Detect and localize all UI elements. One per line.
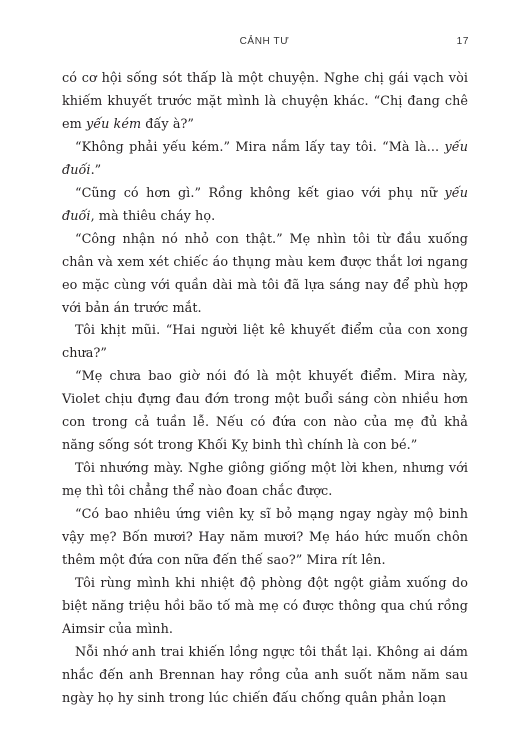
paragraph [62, 68, 468, 137]
paragraph [62, 320, 468, 366]
italic-text: yếu kém [85, 116, 142, 132]
text-segment: Tôi khịt mũi. “Hai người liệt kê khuyết điểm của con xong chưa?” [62, 323, 468, 362]
running-header [60, 36, 469, 50]
paragraph [62, 137, 468, 183]
body-text [62, 68, 468, 711]
paragraph [62, 573, 468, 642]
paragraph [62, 642, 468, 711]
text-segment: .” [90, 162, 102, 178]
text-segment: “Công nhận nó nhỏ con thật.” Mẹ nhìn tôi từ đầu xuống chân và xem xét chiếc áo thụng màu kem được thắt lơi ngang eo mặc cùng với quần dài mà tôi đã lựa sáng nay để phù hợp với bản án trước mắt. [62, 231, 468, 316]
paragraph [62, 504, 468, 573]
text-segment: “Không phải yếu kém.” Mira nắm lấy tay tôi. “Mà là... [75, 139, 445, 155]
paragraph [62, 183, 468, 229]
text-segment: Tôi rùng mình khi nhiệt độ phòng đột ngột giảm xuống do biệt năng triệu hồi bão tố mà mẹ có được thông qua chú rồng Aimsir của mình. [62, 575, 468, 637]
text-segment: “Cũng có hơn gì.” Rồng không kết giao với phụ nữ [75, 185, 445, 201]
chapter-running-title: CẢNH TƯ [239, 36, 290, 47]
text-segment: Nỗi nhớ anh trai khiến lồng ngực tôi thắt lại. Không ai dám nhắc đến anh Brennan hay rồng của anh suốt năm năm sau ngày họ hy sinh trong lúc chiến đấu chống quân phản loạn [62, 644, 468, 706]
italic-text: yếu đuối [62, 139, 468, 178]
text-segment: Tôi nhướng mày. Nghe giông giống một lời khen, nhưng với mẹ thì tôi chẳng thể nào đoan chắc được. [62, 461, 468, 500]
paragraph [62, 366, 468, 458]
italic-text: yếu đuối [62, 185, 468, 224]
paragraph [62, 458, 468, 504]
paragraph [62, 229, 468, 321]
text-segment: đấy à?” [141, 116, 195, 132]
page-number: 17 [456, 36, 469, 47]
text-segment: “Mẹ chưa bao giờ nói đó là một khuyết điểm. Mira này, Violet chịu đựng đau đớn trong một buổi sáng còn nhiều hơn con trong cả tuần lễ. Nếu có đứa con nào của mẹ đủ khả năng sống sót trong Khối Kỵ binh thì chính là con bé.” [62, 369, 468, 454]
text-segment: , mà thiêu cháy họ. [90, 208, 216, 224]
text-segment: “Có bao nhiêu ứng viên kỵ sĩ bỏ mạng ngay ngày mộ binh vậy mẹ? Bốn mươi? Hay năm mươi? Mẹ háo hức muốn chôn thêm một đứa con nữa đến thế sao?” Mira rít lên. [62, 507, 468, 569]
text-segment: có cơ hội sống sót thấp là một chuyện. Nghe chị gái vạch vòi khiếm khuyết trước mặt mình là chuyện khác. “Chị đang chê em [62, 71, 468, 132]
